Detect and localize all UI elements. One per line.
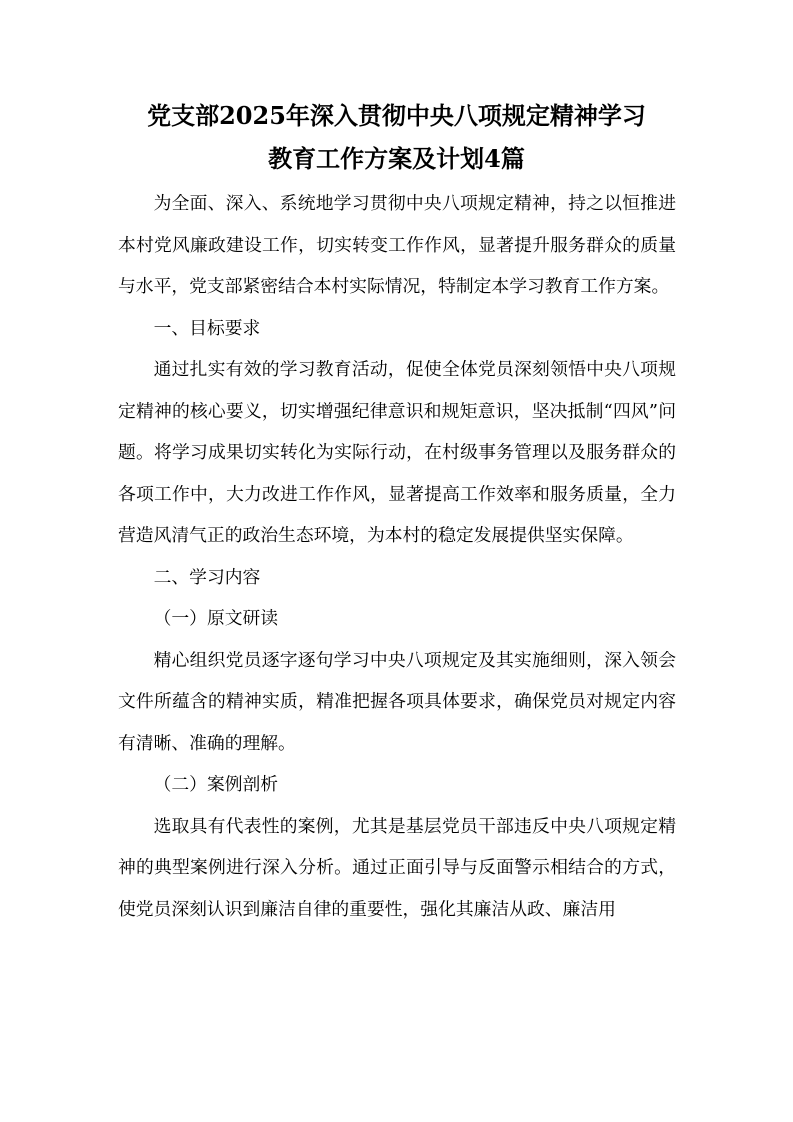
original-reading-paragraph: 精心组织党员逐字逐句学习中央八项规定及其实施细则，深入领会文件所蕴含的精神实质，精准把握各项具体要求，确保党员对规定内容有清晰、准确的理解。 [118,649,676,754]
document-title-line-2: 教育工作方案及计划4篇 [268,144,525,173]
case-analysis-paragraph: 选取具有代表性的案例，尤其是基层党员干部违反中央八项规定精神的典型案例进行深入分析。通过正面引导与反面警示相结合的方式，使党员深刻认识到廉洁自律的重要性，强化其廉洁从政、廉洁用 [118,815,676,920]
subheading-original-reading: （一）原文研读 [153,608,279,629]
subheading-case-analysis: （二）案例剖析 [153,774,279,795]
intro-paragraph: 为全面、深入、系统地学习贯彻中央八项规定精神，持之以恒推进本村党风廉政建设工作，切实转变工作作风，显著提升服务群众的质量与水平，党支部紧密结合本村实际情况，特制定本学习教育工作方案。 [118,193,676,297]
document-body [118,183,676,930]
document-title-line-1: 党支部2025年深入贯彻中央八项规定精神学习 [147,101,646,130]
section-heading-content: 二、学习内容 [153,566,261,588]
goals-paragraph: 通过扎实有效的学习教育活动，促使全体党员深刻领悟中央八项规定精神的核心要义，切实增强纪律意识和规矩意识，坚决抵制“四风”问题。将学习成果切实转化为实际行动，在村级事务管理以及服务群众的各项工作中，大力改进工作作风，显著提高工作效率和服务质量，全力营造风清气正的政治生态环境，为本村的稳定发展提供坚实保障。 [118,359,676,546]
section-heading-goals: 一、目标要求 [153,317,261,339]
